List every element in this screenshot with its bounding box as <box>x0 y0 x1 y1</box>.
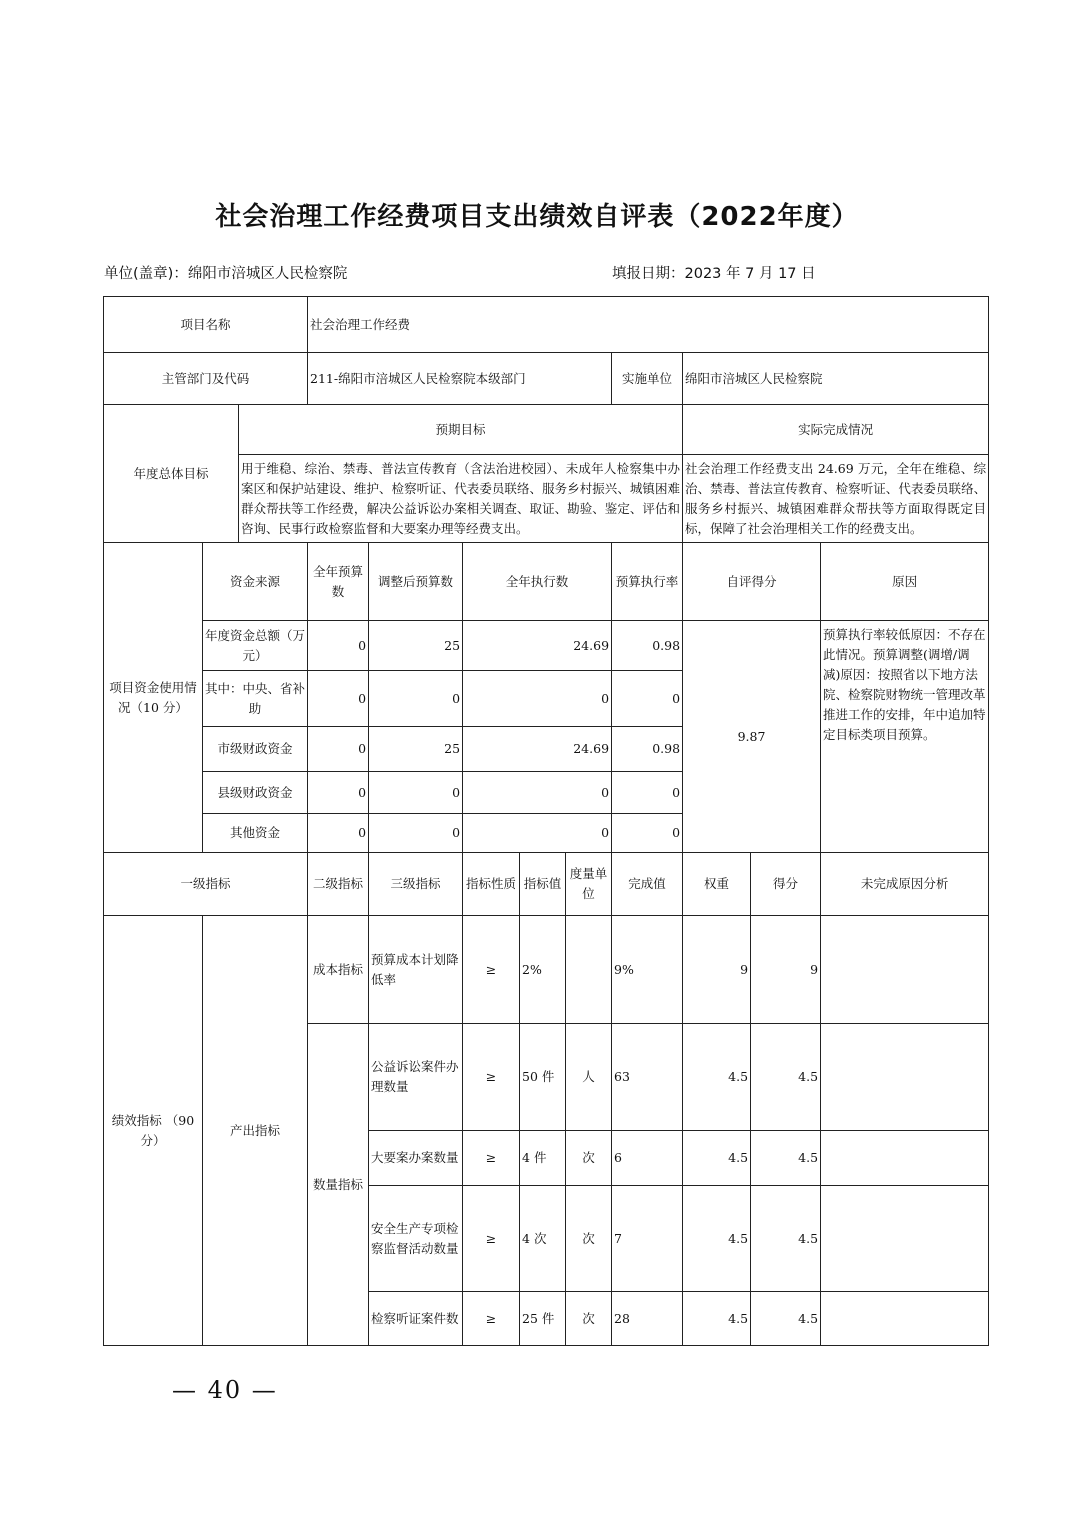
fund-rate: 0 <box>612 772 683 814</box>
funds-header-score: 自评得分 <box>683 543 821 621</box>
evaluation-table <box>103 296 989 1346</box>
indicator-cost-label: 成本指标 <box>308 916 369 1024</box>
expected-goal-label: 预期目标 <box>239 405 683 455</box>
actual-completion-label: 实际完成情况 <box>683 405 989 455</box>
funds-section-label: 项目资金使用情况（10 分） <box>104 543 203 853</box>
indicator-unit: 次 <box>566 1131 612 1186</box>
indicator-reason <box>821 916 989 1024</box>
fund-budget: 0 <box>308 671 369 727</box>
funds-row <box>104 621 989 671</box>
fund-budget: 0 <box>308 772 369 814</box>
indicator-done: 6 <box>612 1131 683 1186</box>
fund-adjusted: 0 <box>369 671 463 727</box>
indicator-header-value: 指标值 <box>520 853 566 916</box>
indicator-value: 4 次 <box>520 1186 566 1292</box>
indicator-level1: 绩效指标 （90 分） <box>104 916 203 1346</box>
page-title: 社会治理工作经费项目支出绩效自评表（2022年度） <box>215 202 859 232</box>
fund-rate: 0 <box>612 814 683 853</box>
indicator-value: 25 件 <box>520 1292 566 1346</box>
indicator-done: 9% <box>612 916 683 1024</box>
indicator-done: 28 <box>612 1292 683 1346</box>
indicator-name: 预算成本计划降低率 <box>369 916 463 1024</box>
indicator-nature: ≥ <box>463 1186 520 1292</box>
fund-adjusted: 25 <box>369 727 463 772</box>
fund-executed: 0 <box>463 814 612 853</box>
implementing-unit-value: 绵阳市涪城区人民检察院 <box>683 353 989 405</box>
indicator-header-level3: 三级指标 <box>369 853 463 916</box>
indicator-score: 4.5 <box>751 1186 821 1292</box>
fund-source: 县级财政资金 <box>203 772 308 814</box>
funds-header-source: 资金来源 <box>203 543 308 621</box>
expected-goal-text: 用于维稳、综治、禁毒、普法宣传教育（含法治进校园）、未成年人检察集中办案区和保护站建设、维护、检察听证、代表委员联络、服务乡村振兴、城镇困难群众帮扶等工作经费，解决公益诉讼办案相关调查、取证、勘验、鉴定、评估和咨询、民事行政检察监督和大要案办理等经费支出。 <box>239 455 683 543</box>
goals-header-row <box>104 405 989 455</box>
indicator-header-reason: 未完成原因分析 <box>821 853 989 916</box>
indicator-weight: 9 <box>683 916 751 1024</box>
indicator-header-score: 得分 <box>751 853 821 916</box>
indicator-header-done: 完成值 <box>612 853 683 916</box>
fund-source: 市级财政资金 <box>203 727 308 772</box>
project-name-value: 社会治理工作经费 <box>308 297 989 353</box>
indicator-unit <box>566 916 612 1024</box>
indicator-value: 2% <box>520 916 566 1024</box>
indicator-nature: ≥ <box>463 1292 520 1346</box>
indicator-header-row <box>104 853 989 916</box>
implementing-unit-label: 实施单位 <box>612 353 683 405</box>
indicator-reason <box>821 1292 989 1346</box>
indicator-weight: 4.5 <box>683 1131 751 1186</box>
indicator-reason <box>821 1024 989 1131</box>
fund-executed: 0 <box>463 671 612 727</box>
fund-source: 其他资金 <box>203 814 308 853</box>
funds-header-adjusted: 调整后预算数 <box>369 543 463 621</box>
department-value: 211-绵阳市涪城区人民检察院本级部门 <box>308 353 612 405</box>
indicator-value: 4 件 <box>520 1131 566 1186</box>
indicator-done: 63 <box>612 1024 683 1131</box>
annual-goal-label: 年度总体目标 <box>104 405 239 543</box>
indicator-nature: ≥ <box>463 1024 520 1131</box>
actual-completion-text: 社会治理工作经费支出 24.69 万元，全年在维稳、综治、禁毒、普法宣传教育、检察听证、代表委员联络、服务乡村振兴、城镇困难群众帮扶等方面取得既定目标，保障了社会治理相关工作的经费支出。 <box>683 455 989 543</box>
self-evaluation-score: 9.87 <box>683 621 821 853</box>
indicator-score: 9 <box>751 916 821 1024</box>
fund-budget: 0 <box>308 814 369 853</box>
project-name-row <box>104 297 989 353</box>
indicator-header-weight: 权重 <box>683 853 751 916</box>
indicator-done: 7 <box>612 1186 683 1292</box>
indicator-unit: 次 <box>566 1186 612 1292</box>
indicator-value: 50 件 <box>520 1024 566 1131</box>
fund-adjusted: 25 <box>369 621 463 671</box>
indicator-quantity-label: 数量指标 <box>308 1024 369 1346</box>
indicator-unit: 次 <box>566 1292 612 1346</box>
indicator-reason <box>821 1186 989 1292</box>
indicator-header-nature: 指标性质 <box>463 853 520 916</box>
indicator-score: 4.5 <box>751 1292 821 1346</box>
indicator-row <box>104 916 989 1024</box>
funds-header-executed: 全年执行数 <box>463 543 612 621</box>
funds-header-row <box>104 543 989 621</box>
report-date: 填报日期：2023 年 7 月 17 日 <box>612 266 816 282</box>
fund-rate: 0 <box>612 671 683 727</box>
funds-header-reason: 原因 <box>821 543 989 621</box>
unit-label: 单位(盖章)：绵阳市涪城区人民检察院 <box>104 266 348 282</box>
indicator-weight: 4.5 <box>683 1186 751 1292</box>
funds-reason-text: 预算执行率较低原因：不存在此情况。预算调整(调增/调减)原因：按照省以下地方法院、检察院财物统一管理改革推进工作的安排，年中追加特定目标类项目预算。 <box>821 621 989 853</box>
department-label: 主管部门及代码 <box>104 353 308 405</box>
fund-rate: 0.98 <box>612 621 683 671</box>
fund-source: 其中：中央、省补助 <box>203 671 308 727</box>
indicator-nature: ≥ <box>463 1131 520 1186</box>
fund-executed: 24.69 <box>463 621 612 671</box>
fund-adjusted: 0 <box>369 772 463 814</box>
indicator-reason <box>821 1131 989 1186</box>
fund-executed: 0 <box>463 772 612 814</box>
indicator-name: 检察听证案件数 <box>369 1292 463 1346</box>
indicator-score: 4.5 <box>751 1024 821 1131</box>
fund-executed: 24.69 <box>463 727 612 772</box>
funds-header-rate: 预算执行率 <box>612 543 683 621</box>
indicator-weight: 4.5 <box>683 1024 751 1131</box>
funds-header-budget: 全年预算数 <box>308 543 369 621</box>
department-row <box>104 353 989 405</box>
indicator-header-level1: 一级指标 <box>104 853 308 916</box>
fund-adjusted: 0 <box>369 814 463 853</box>
indicator-level1-sub: 产出指标 <box>203 916 308 1346</box>
indicator-score: 4.5 <box>751 1131 821 1186</box>
fund-rate: 0.98 <box>612 727 683 772</box>
fund-budget: 0 <box>308 621 369 671</box>
page-number: — 40 — <box>172 1376 278 1404</box>
indicator-header-level2: 二级指标 <box>308 853 369 916</box>
indicator-nature: ≥ <box>463 916 520 1024</box>
indicator-header-unit: 度量单位 <box>566 853 612 916</box>
indicator-weight: 4.5 <box>683 1292 751 1346</box>
indicator-name: 安全生产专项检察监督活动数量 <box>369 1186 463 1292</box>
indicator-name: 大要案办案数量 <box>369 1131 463 1186</box>
indicator-unit: 人 <box>566 1024 612 1131</box>
indicator-name: 公益诉讼案件办理数量 <box>369 1024 463 1131</box>
fund-budget: 0 <box>308 727 369 772</box>
fund-source: 年度资金总额（万元） <box>203 621 308 671</box>
project-name-label: 项目名称 <box>104 297 308 353</box>
